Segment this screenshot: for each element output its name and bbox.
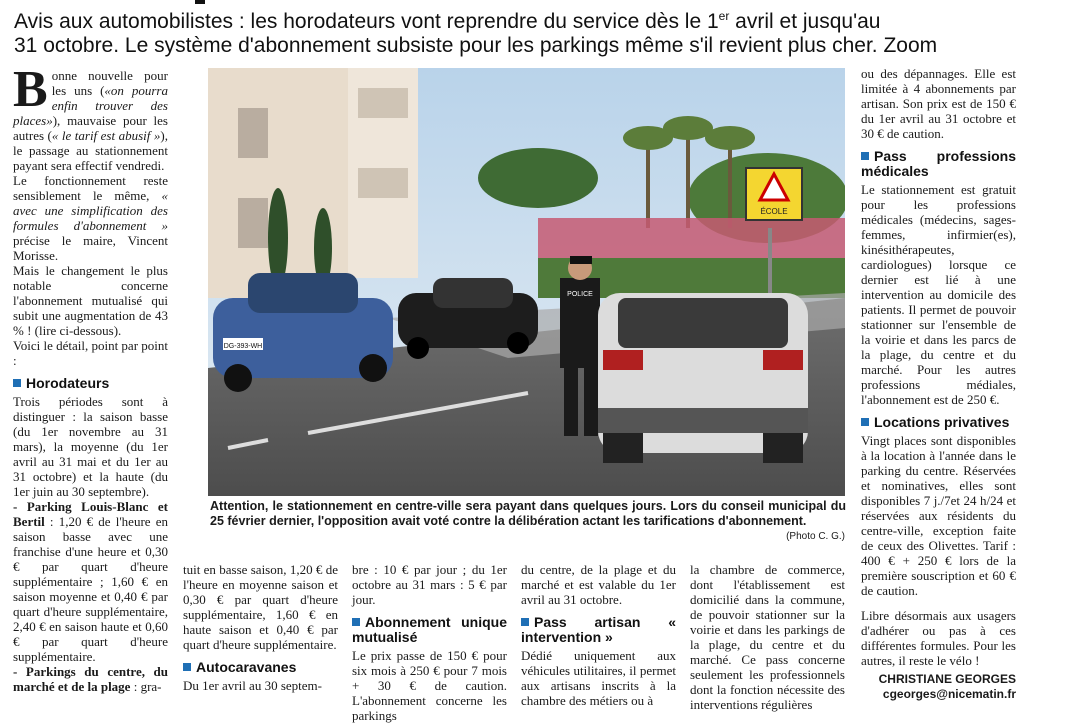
photo-caption: Attention, le stationnement en centre-ville sera payant dans quelques jours. Lors du conseil municipal du 25 février dernier, l'opposition avait voté contre la délibération actant les tarifications d'abonnement. bbox=[210, 499, 846, 528]
col6-paragraph-4: Libre désormais aux usagers d'adhérer ou pas à ces différentes formules. Pour les autres, il reste le vélo ! bbox=[861, 608, 1016, 668]
paragraph-2 bbox=[13, 173, 168, 263]
p6-bold: - Parking Louis-Blanc et Bertil bbox=[13, 499, 168, 529]
subhead-text: Pass professions médicales bbox=[861, 148, 1016, 179]
quote-2: « le tarif est abusif » bbox=[51, 128, 161, 143]
intro-paragraph bbox=[13, 61, 168, 173]
dropcap: B bbox=[13, 61, 48, 118]
street-scene-illustration bbox=[208, 68, 845, 496]
intro-text: onne nouvelle pour les uns ( bbox=[51, 68, 168, 98]
column-1 bbox=[13, 61, 169, 694]
headline-line1-post: avril et jusqu'au bbox=[729, 10, 881, 33]
col3-paragraph-2: Le prix passe de 150 € pour six mois à 250 € pour 7 mois + 30 € de caution. L'abonnement concerne les parkings bbox=[352, 648, 507, 723]
subhead-text: Abonnement unique mutualisé bbox=[352, 614, 507, 645]
subhead-pass-artisan bbox=[521, 615, 676, 645]
column-5 bbox=[690, 562, 845, 712]
paragraph-4: Voici le détail, point par point : bbox=[13, 338, 169, 368]
subhead-text: Locations privatives bbox=[874, 414, 1010, 430]
col6-paragraph-3: Vingt places sont disponibles à la location à l'année dans le parking du centre. Réservées et nominatives, elles sont disponibles 7 j./7et 24 h/24 et réservées aux résidents du centre-ville, exception faite de ceux des Olivettes. Tarif : 400 € + 250 € lors de la première souscription et 60 € de caution. bbox=[861, 433, 1016, 598]
paragraph-5: Trois périodes sont à distinguer : la saison basse (du 1er novembre au 31 mars), la moyenne (du 1er avril au 31 mai et du 1er au 31 octobre) et la haute (du 1er juin au 30 septembre). bbox=[13, 394, 168, 499]
p7-bold: - Parkings du centre, du marché et de la plage bbox=[13, 664, 168, 694]
tree bbox=[478, 148, 598, 208]
col6-paragraph-1: ou des dépannages. Elle est limitée à 4 abonnements par artisan. Son prix est de 150 € du 1er avril au 31 octobre et 30 € de caution. bbox=[861, 66, 1016, 141]
bullet-icon bbox=[861, 152, 869, 160]
subhead-locations bbox=[861, 415, 1016, 430]
column-6 bbox=[861, 66, 1016, 702]
column-4 bbox=[521, 562, 676, 708]
intro-text-2: ), mauvaise pour les autres ( bbox=[13, 113, 168, 143]
bullet-icon bbox=[183, 663, 191, 671]
headline-sup: er bbox=[718, 9, 730, 23]
p7-text: : gra- bbox=[130, 679, 162, 694]
plate-text: DG-393-WH bbox=[223, 343, 263, 350]
article-photo bbox=[208, 68, 845, 496]
col3-paragraph-1: bre : 10 € par jour ; du 1er octobre au 31 mars : 5 € par jour. bbox=[352, 562, 507, 607]
subhead-autocaravanes bbox=[183, 660, 338, 675]
col2-paragraph-1: tuit en basse saison, 1,20 € de l'heure en moyenne saison et 0,30 € par quart d'heure supplémentaire, 1,60 € en haute saison et 0,40 € par quart d'heure supplémentaire. bbox=[183, 562, 338, 652]
photo-credit: (Photo C. G.) bbox=[786, 531, 845, 542]
paragraph-7 bbox=[13, 664, 168, 694]
column-2 bbox=[183, 562, 338, 693]
subhead-text: Autocaravanes bbox=[196, 659, 297, 675]
col5-paragraph-1: la chambre de commerce, dont l'établissement est domicilié dans la commune, de pouvoir stationner sur la voirie et dans les parkings de la plage, du centre et du marché. Ce pass concerne seulement les professionnels dont la fonction nécessite des interventions régulières bbox=[690, 562, 845, 712]
headline bbox=[14, 4, 1074, 58]
p2-text-b: précise le maire, Vincent Morisse. bbox=[13, 233, 168, 263]
subhead-text: Horodateurs bbox=[26, 375, 110, 391]
p2-text: Le fonctionnement reste sensiblement le même, bbox=[13, 173, 168, 203]
p2-quote: « avec une simplification des formules d'abonnement » bbox=[13, 188, 168, 233]
quote-1: «on pourra enfin trouver des places» bbox=[13, 83, 168, 128]
col4-paragraph-2: Dédié uniquement aux véhicules utilitaires, il permet aux artisans inscrits à la chambre des métiers ou à bbox=[521, 648, 676, 708]
bullet-icon bbox=[861, 418, 869, 426]
paragraph-6 bbox=[13, 499, 168, 664]
column-3 bbox=[352, 562, 507, 723]
author-email[interactable]: cgeorges@nicematin.fr bbox=[882, 687, 1016, 701]
headline-line2: 31 octobre. Le système d'abonnement subsiste pour les parkings même s'il revient plus cher. Zoom bbox=[14, 34, 938, 57]
subhead-text: Pass artisan « intervention » bbox=[521, 614, 676, 645]
paragraph-3: Mais le changement le plus notable concerne l'abonnement mutualisé qui subit une augmentation de 43 % ! (lire ci-dessous). bbox=[13, 263, 168, 338]
bullet-icon bbox=[13, 379, 21, 387]
subhead-abonnement bbox=[352, 615, 507, 645]
p6-text: : 1,20 € de l'heure en saison basse avec une franchise d'une heure et 0,30 € par quart d'heure supplémentaire ; 1,60 € en saison moyenne et 0,40 € par quart d'heure supplémentaire, 2,40 € en saison haute et 0,60 € par quart d'heure supplémentaire. bbox=[13, 514, 168, 664]
subhead-pass-medical bbox=[861, 149, 1016, 179]
subhead-horodateurs bbox=[13, 376, 168, 391]
sign-label: ÉCOLE bbox=[760, 207, 788, 216]
col4-paragraph-1: du centre, de la plage et du marché et est valable du 1er avril au 31 octobre. bbox=[521, 562, 676, 607]
bullet-icon bbox=[352, 618, 360, 626]
headline-line1-pre: Avis aux automobilistes : les horodateurs vont reprendre du service dès le 1 bbox=[14, 10, 719, 33]
author-name: CHRISTIANE GEORGES bbox=[878, 672, 1016, 686]
col2-paragraph-2: Du 1er avril au 30 septem- bbox=[183, 678, 322, 693]
col6-paragraph-2: Le stationnement est gratuit pour les professions médicales (médecins, sages-femmes, infirmier(es), kinésithérapeutes, cardiologues) lorsque ce dernier est lié à une intervention au domicile des patients. Il permet de pouvoir stationner sur l'ensemble de la voirie et dans les parcs de la plage, du centre et du marché. Pour les autres professions médiales, l'abonnement est de 250 €. bbox=[861, 182, 1016, 407]
bullet-icon bbox=[521, 618, 529, 626]
vest-text: POLICE bbox=[567, 291, 593, 298]
intro-text-3: ), le passage au stationnement payant sera effectif vendredi. bbox=[13, 128, 168, 173]
